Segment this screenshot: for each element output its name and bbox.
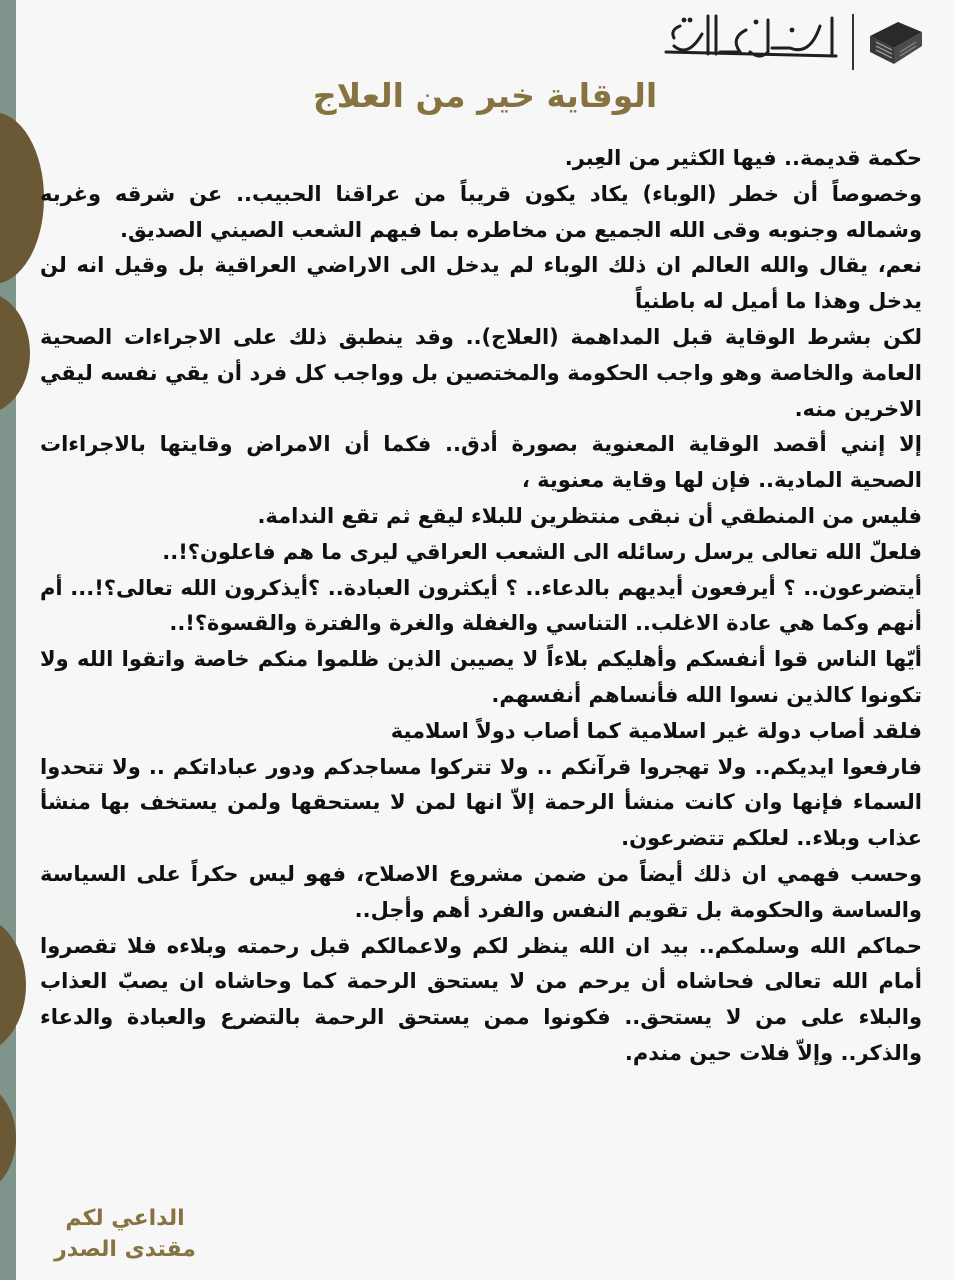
- signature-block: [40, 1203, 210, 1265]
- paragraph: لكن بشرط الوقاية قبل المداهمة (العلاج).. وقد ينطبق ذلك على الاجراءات الصحية العامة والخاصة وهو واجب الحكومة والمختصين بل وواجب كل فرد أن يقي نفسه ليقي الاخرين منه.: [40, 324, 922, 421]
- page-title: الوقاية خير من العلاج: [312, 76, 658, 115]
- paragraph: وخصوصاً أن خطر (الوباء) يكاد يكون قريباً من عراقنا الحبيب.. عن شرقه وغربه وشماله وجنوبه وقى الله الجميع من مخاطره بما فيهم الشعب الصيني الصديق.: [40, 181, 922, 242]
- paragraph: فلقد أصاب دولة غير اسلامية كما أصاب دولاً اسلامية: [390, 718, 922, 743]
- signature-line: الداعي لكم: [65, 1206, 185, 1231]
- header: [656, 8, 936, 76]
- paragraph: حكمة قديمة.. فيها الكثير من العِبر.: [564, 146, 922, 170]
- signature-logo: [660, 8, 840, 68]
- paragraph: أيتضرعون.. ؟ أيرفعون أيديهم بالدعاء.. ؟ أيكثرون العبادة.. ؟أيذكرون الله تعالى؟!... أم أنهم وكما هي عادة الاغلب.. التناسي والغفلة والغرة والفترة والقسوة؟!..: [40, 575, 922, 636]
- paragraph: فلعلّ الله تعالى يرسل رسائله الى الشعب العراقي ليرى ما هم فاعلون؟!..: [162, 539, 922, 564]
- header-separator: [852, 14, 854, 70]
- paragraph: فارفعوا ايديكم.. ولا تهجروا قرآنكم .. ولا تتركوا مساجدكم ودور عباداتكم .. ولا تتحدوا السماء فإنها وان كانت منشأ الرحمة إلاّ انها لمن لا يستحقها ولمن يستخف بها منشأ عذاب وبلاء.. لعلكم تتضرعون.: [40, 754, 922, 851]
- signature-name: مقتدى الصدر: [54, 1237, 196, 1262]
- paragraph: وحسب فهمي ان ذلك أيضاً من ضمن مشروع الاصلاح، فهو ليس حكراً على السياسة والساسة والحكومة بل تقويم النفس والفرد أهم وأجل..: [40, 861, 922, 922]
- book-icon: [864, 14, 926, 70]
- body-text: [40, 141, 922, 1072]
- paragraph: فليس من المنطقي أن نبقى منتظرين للبلاء ليقع ثم تقع الندامة.: [257, 503, 922, 528]
- paragraph: أيّها الناس قوا أنفسكم وأهليكم بلاءاً لا يصيبن الذين ظلموا منكم خاصة واتقوا الله ولا تكونوا كالذين نسوا الله فأنساهم أنفسهم.: [40, 647, 922, 707]
- paragraph: نعم، يقال والله العالم ان ذلك الوباء لم يدخل الى الاراضي العراقية بل وقيل انه لن يدخل وهذا ما أميل له باطنياً: [40, 253, 922, 314]
- paragraph: إلا إنني أقصد الوقاية المعنوية بصورة أدق.. فكما أن الامراض وقايتها بالاجراءات الصحية المادية.. فإن لها وقاية معنوية ،: [40, 432, 922, 493]
- paragraph: حماكم الله وسلمكم.. بيد ان الله ينظر لكم ولاعمالكم قبل رحمته وبلاءه فلا تقصروا أمام الله تعالى فحاشاه أن يرحم من لا يستحق الرحمة كما وحاشاه ان يصبّ العذاب والبلاء على من لا يستحق.. فكونوا ممن يستحق الرحمة بالتضرع والعبادة والدعاء والذكر.. وإلاّ فلات حين مندم.: [40, 933, 922, 1065]
